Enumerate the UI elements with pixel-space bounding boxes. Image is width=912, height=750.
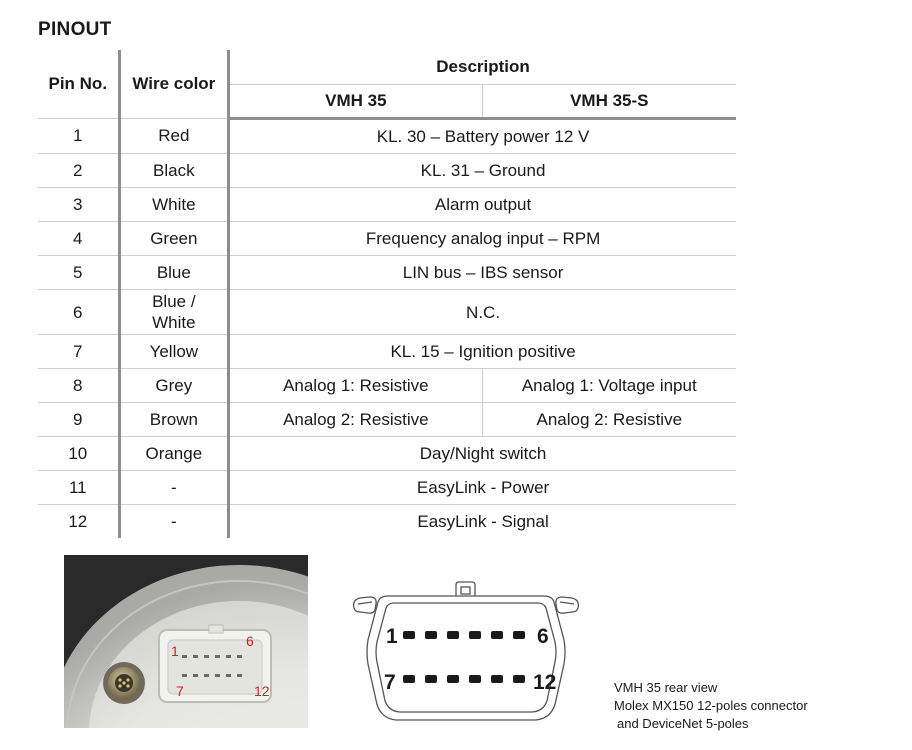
connector-diagram — [350, 580, 582, 725]
pinout-table — [38, 50, 736, 538]
pin-description: Alarm output — [229, 188, 736, 222]
wire-color-line1: Blue / — [152, 292, 196, 311]
pin-number: 8 — [38, 369, 119, 403]
table-row — [38, 188, 736, 222]
photo-label-pin6: 6 — [246, 633, 254, 649]
pin-description-vmh35s: Analog 1: Voltage input — [482, 369, 736, 403]
pin-description: EasyLink - Signal — [417, 511, 549, 531]
table-row — [38, 437, 736, 471]
photo-label-pin7: 7 — [176, 683, 184, 699]
pin-number: 9 — [38, 403, 119, 437]
table-row — [38, 403, 736, 437]
wire-color: Green — [119, 222, 229, 256]
pin-description: KL. 30 – Battery power 12 V — [229, 119, 736, 154]
caption-line-1: VMH 35 rear view — [614, 680, 718, 695]
rear-view-photo — [64, 555, 308, 728]
table-row — [38, 222, 736, 256]
table-row — [38, 335, 736, 369]
photo-label-pin12: 12 — [254, 683, 270, 699]
pin-number: 1 — [38, 119, 119, 154]
wire-color: Black — [119, 154, 229, 188]
pin-number: 3 — [38, 188, 119, 222]
diagram-label-pin6: 6 — [537, 625, 549, 648]
pin-number: 5 — [38, 256, 119, 290]
header-vmh35: VMH 35 — [229, 85, 482, 119]
pin-number: 2 — [38, 154, 119, 188]
pin-number: 7 — [38, 335, 119, 369]
pin-description: KL. 31 – Ground — [229, 154, 736, 188]
pin-description-vmh35s: Analog 2: Resistive — [482, 403, 736, 437]
wire-color: Blue — [119, 256, 229, 290]
wire-color: - — [119, 505, 229, 539]
pin-number: 4 — [38, 222, 119, 256]
header-wire-color: Wire color — [119, 50, 229, 119]
pin-description: Day/Night switch — [229, 437, 736, 471]
pin-description: N.C. — [229, 290, 736, 335]
wire-color: Red — [119, 119, 229, 154]
pin-number: 12 — [38, 505, 119, 539]
header-description: Description — [229, 50, 736, 85]
wire-color: White — [119, 188, 229, 222]
table-row — [38, 369, 736, 403]
table-row — [38, 154, 736, 188]
pin-number: 10 — [38, 437, 119, 471]
table-row — [38, 505, 736, 539]
wire-color: Brown — [119, 403, 229, 437]
section-title: PINOUT — [38, 19, 112, 40]
wire-color — [119, 290, 229, 335]
photo-label-pin1: 1 — [171, 643, 179, 659]
table-row — [38, 471, 736, 505]
diagram-label-pin7: 7 — [384, 671, 396, 694]
figure-caption — [614, 679, 808, 733]
pin-description-vmh35: Analog 2: Resistive — [229, 403, 482, 437]
wire-color: Orange — [119, 437, 229, 471]
wire-color: Yellow — [119, 335, 229, 369]
table-row — [38, 290, 736, 335]
pin-description: LIN bus – IBS sensor — [229, 256, 736, 290]
diagram-label-pin1: 1 — [386, 625, 398, 648]
connector-outline-drawing — [350, 580, 582, 725]
header-pin-no: Pin No. — [38, 50, 119, 119]
rear-view-photo-illustration — [64, 555, 308, 728]
pin-description: EasyLink - Power — [229, 471, 736, 505]
wire-color: Grey — [119, 369, 229, 403]
pin-number: 11 — [38, 471, 119, 505]
pin-number: 6 — [38, 290, 119, 335]
pin-description-vmh35: Analog 1: Resistive — [229, 369, 482, 403]
caption-line-3: and DeviceNet 5-poles — [617, 716, 749, 731]
wire-color: - — [119, 471, 229, 505]
pin-description: Frequency analog input – RPM — [229, 222, 736, 256]
pin-description: KL. 15 – Ignition positive — [229, 335, 736, 369]
table-row — [38, 256, 736, 290]
table-row — [38, 119, 736, 154]
header-vmh35s: VMH 35-S — [482, 85, 736, 119]
diagram-label-pin12: 12 — [533, 671, 557, 694]
wire-color-line2: White — [152, 313, 196, 332]
caption-line-2: Molex MX150 12-poles connector — [614, 698, 808, 713]
